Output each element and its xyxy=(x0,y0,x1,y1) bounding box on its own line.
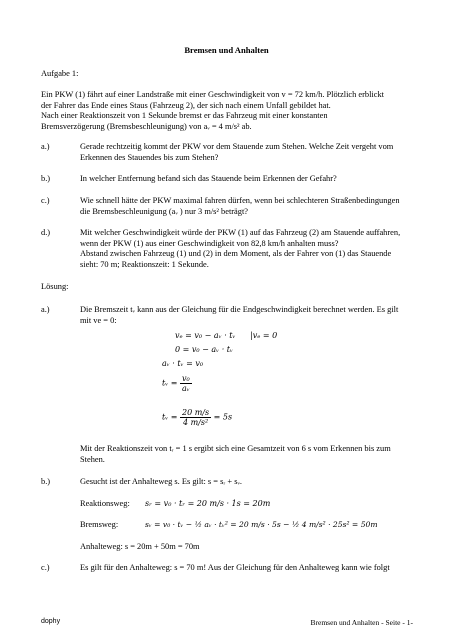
question-label: a.) xyxy=(41,142,50,151)
solution-item-label: c.) xyxy=(41,563,50,572)
fraction xyxy=(180,374,192,393)
page-title: Bremsen und Anhalten xyxy=(184,45,269,55)
equation-condition: |vₑ = 0 xyxy=(250,331,278,340)
question-line: wenn der PKW (1) aus einer Geschwindigkeit von 82,8 km/h anhalten muss? xyxy=(80,238,339,248)
question-line: Abstand zwischen Fahrzeug (1) und (2) in dem Moment, als der Fahrer von (1) das Stauende xyxy=(80,249,392,258)
equation-zero: 0 = v₀ − aᵥ · tᵥ xyxy=(175,345,233,354)
solution-line: Stehen. xyxy=(80,454,105,464)
equation-rearranged: aᵥ · tᵥ = v₀ xyxy=(162,359,204,368)
equation-braking-distance: sᵥ = v₀ · tᵥ − ½ aᵥ · tᵥ² = 20 m/s · 5s − ½ 4 m/s² · 25s² = 50m xyxy=(145,520,378,529)
task-label: Aufgabe 1: xyxy=(41,69,79,78)
intro-line: Bremsverzögerung (Bremsbeschleunigung) von aᵥ = 4 m/s² ab. xyxy=(41,121,252,131)
footer-page-info: Bremsen und Anhalten - Seite - 1- xyxy=(310,618,413,627)
solution-item-label: b.) xyxy=(41,477,51,486)
equation-brake-time-formula xyxy=(162,374,192,393)
question-line: Gerade rechtzeitig kommt der PKW vor dem Stauende zum Stehen. Welche Zeit vergeht vom xyxy=(80,142,394,151)
solution-line: Die Bremszeit tᵥ kann aus der Gleichung für die Endgeschwindigkeit berechnet werden. Es gilt xyxy=(80,305,399,314)
fraction-denominator: aᵥ xyxy=(182,384,190,393)
fraction-numerator: 20 m/s xyxy=(182,408,210,417)
question-label: d.) xyxy=(41,228,51,237)
question-line: Erkennen des Stauendes bis zum Stehen? xyxy=(80,152,219,162)
solution-line: Mit der Reaktionszeit von tᵣ = 1 s ergibt sich eine Gesamtzeit von 6 s vom Erkennen bis zum xyxy=(80,444,391,453)
footer-brand: dophy xyxy=(41,618,61,625)
fraction xyxy=(180,408,211,427)
solution-label: Lösung: xyxy=(41,282,69,291)
solution-line: mit ve = 0: xyxy=(80,315,117,325)
intro-line: Nach einer Reaktionszeit von 1 Sekunde bremst er das Fahrzeug mit einer konstanten xyxy=(41,111,328,120)
fraction-denominator: 4 m/s² xyxy=(182,418,209,427)
equation-brake-time-result xyxy=(162,408,232,427)
equation-reaction-distance: sᵣ = v₀ · tᵣ = 20 m/s · 1s = 20m xyxy=(145,499,271,508)
solution-line: Es gilt für den Anhalteweg: s = 70 m! Aus der Gleichung für den Anhalteweg kann wie folgt xyxy=(80,563,390,572)
equation-lhs: tᵥ = xyxy=(162,378,178,388)
equation-lhs: tᵥ = xyxy=(162,412,178,422)
braking-distance-label: Bremsweg: xyxy=(80,520,119,529)
equation-rhs: = 5s xyxy=(213,412,233,422)
question-line: Mit welcher Geschwindigkeit würde der PKW (1) auf das Fahrzeug (2) am Stauende auffahren, xyxy=(80,228,401,237)
total-stopping-distance: Anhalteweg: s = 20m + 50m = 70m xyxy=(80,542,200,551)
question-line: Wie schnell hätte der PKW maximal fahren dürfen, wenn bei schlechteren Straßenbedingungen xyxy=(80,196,400,205)
question-line: sieht: 70 m; Reaktionszeit: 1 Sekunde. xyxy=(80,259,209,269)
question-label: c.) xyxy=(41,196,50,205)
solution-line: Gesucht ist der Anhalteweg s. Es gilt: s = sᵣ + sᵥ. xyxy=(80,477,243,486)
reaction-distance-label: Reaktionsweg: xyxy=(80,499,130,508)
intro-line: Ein PKW (1) fährt auf einer Landstraße mit einer Geschwindigkeit von v = 72 km/h. Plötzlich erblickt xyxy=(41,90,384,99)
question-line: In welcher Entfernung befand sich das Stauende beim Erkennen der Gefahr? xyxy=(80,174,337,183)
question-line: die Bremsbeschleunigung (aᵥ ) nur 3 m/s² beträgt? xyxy=(80,206,249,216)
intro-line: der Fahrer das Ende eines Staus (Fahrzeug 2), der sich nach einem Unfall gebildet hat. xyxy=(41,100,331,110)
question-label: b.) xyxy=(41,174,51,183)
solution-item-label: a.) xyxy=(41,305,50,314)
equation-final-velocity: vₑ = v₀ − aᵥ · tᵥ xyxy=(175,331,236,340)
fraction-numerator: v₀ xyxy=(180,374,192,384)
